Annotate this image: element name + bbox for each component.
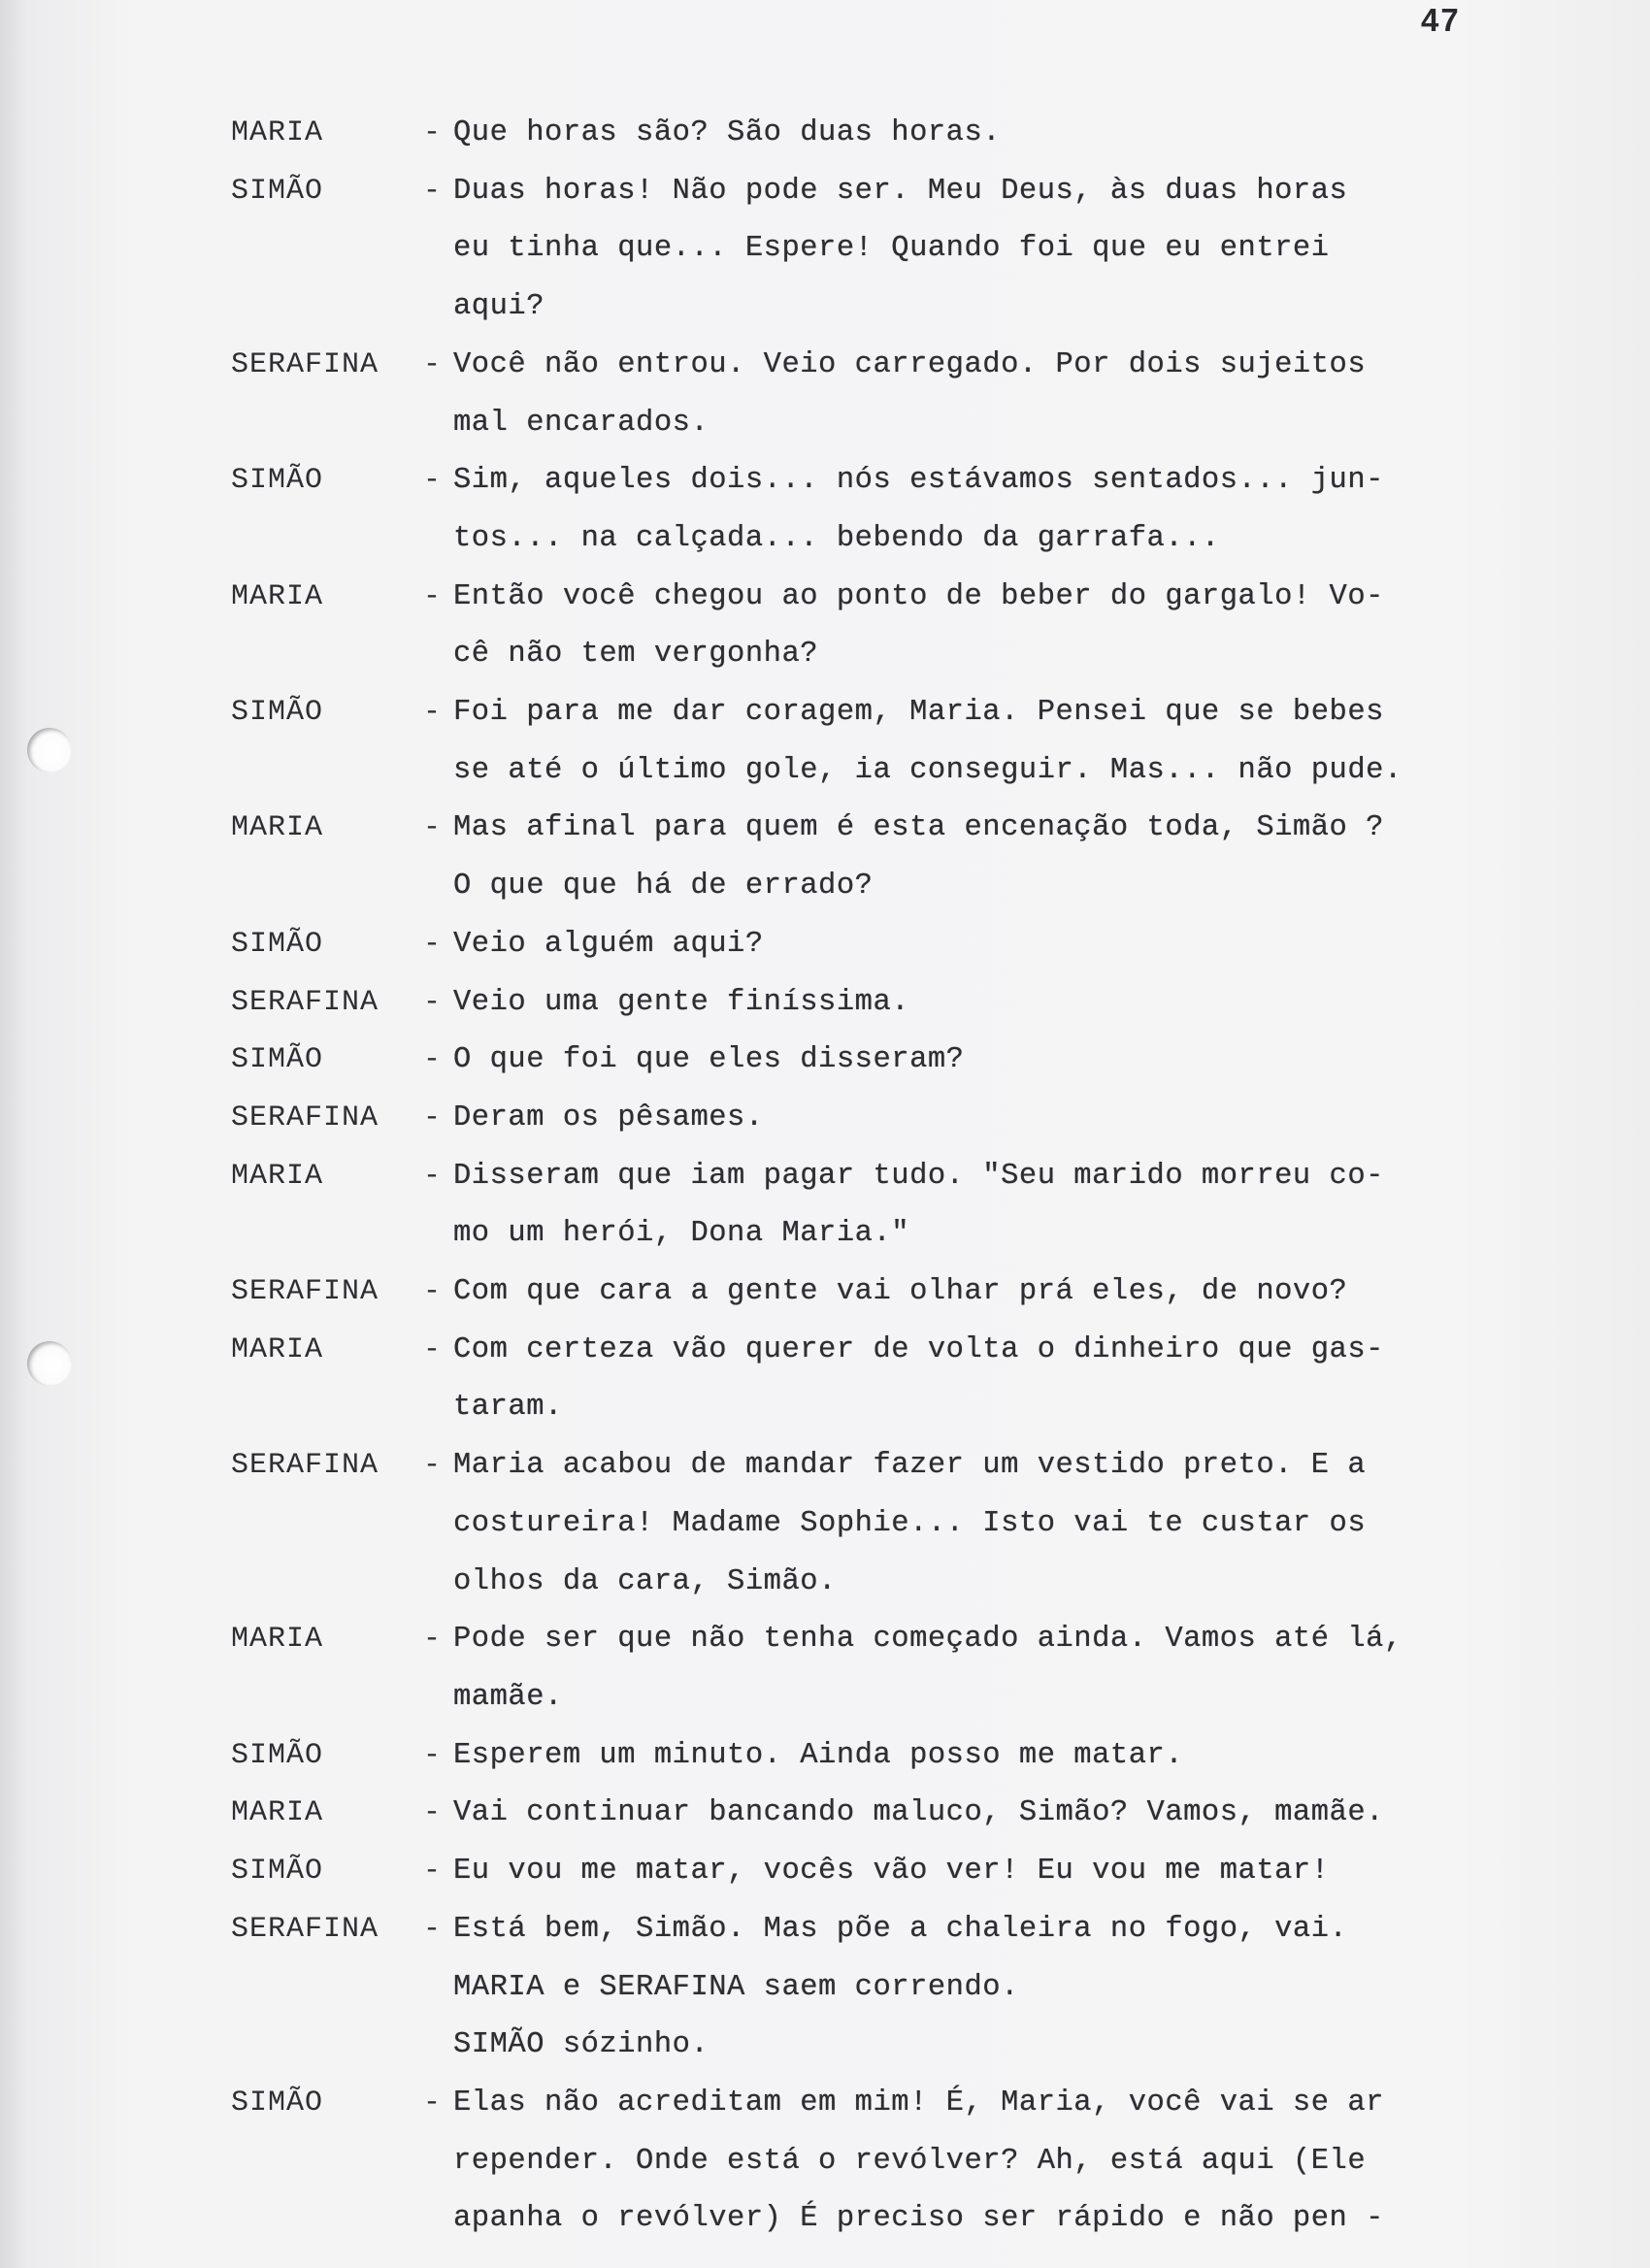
dialogue-line <box>231 1148 1493 1264</box>
page-number: 47 <box>1421 2 1461 38</box>
text-line: eu tinha que... Espere! Quando foi que eu entrei <box>453 232 1330 266</box>
text-line: Foi para me dar coragem, Maria. Pensei que se bebes <box>453 696 1384 730</box>
text-line: Veio alguém aqui? <box>453 927 764 961</box>
text-line: se até o último gole, ia conseguir. Mas... não pude. <box>453 753 1402 787</box>
speaker-name: MARIA <box>231 811 324 845</box>
dialogue-text <box>453 1901 1493 1959</box>
dialogue-dash: - <box>422 1449 441 1483</box>
text-line: Sim, aqueles dois... nós estávamos sentados... jun- <box>453 464 1384 498</box>
dialogue-text <box>453 105 1493 163</box>
text-line: repender. Onde está o revólver? Ah, está aqui (Ele <box>453 2144 1367 2178</box>
text-line: Com certeza vão querer de volta o dinheiro que gas- <box>453 1332 1384 1366</box>
dialogue-line <box>231 1090 1493 1148</box>
speaker-name: SERAFINA <box>231 1449 380 1483</box>
dialogue-line <box>231 337 1493 452</box>
dialogue-line <box>231 569 1493 684</box>
dialogue-dash: - <box>422 116 441 149</box>
dialogue-line <box>231 2075 1493 2249</box>
dialogue-dash: - <box>422 347 441 381</box>
dialogue-line <box>231 1322 1493 1437</box>
text-line: cê não tem vergonha? <box>453 638 819 672</box>
speaker-name: SIMÃO <box>231 1738 324 1772</box>
dialogue-text <box>453 1437 1493 1611</box>
speaker-name: SERAFINA <box>231 1101 380 1134</box>
text-line: aqui? <box>453 290 545 324</box>
dialogue-dash: - <box>422 1912 441 1946</box>
dialogue-line <box>231 1727 1493 1786</box>
dialogue-line <box>231 163 1493 337</box>
dialogue-dash: - <box>422 927 441 961</box>
dialogue-text <box>453 1843 1493 1901</box>
text-line: Maria acabou de mandar fazer um vestido preto. E a <box>453 1449 1367 1483</box>
speaker-name: MARIA <box>231 1332 324 1366</box>
speaker-name: SIMÃO <box>231 174 324 208</box>
speaker-name: MARIA <box>231 579 324 613</box>
text-line: olhos da cara, Simão. <box>453 1564 837 1598</box>
dialogue-list <box>231 105 1493 1959</box>
dialogue-line <box>231 452 1493 568</box>
punch-hole <box>27 1341 72 1386</box>
dialogue-text <box>453 1032 1493 1090</box>
text-line: O que que há de errado? <box>453 870 874 904</box>
dialogue-text <box>453 2075 1493 2249</box>
dialogue-text <box>453 163 1493 337</box>
dialogue-dash: - <box>422 811 441 845</box>
dialogue-line <box>231 105 1493 163</box>
dialogue-text <box>453 569 1493 684</box>
dialogue-text <box>453 916 1493 974</box>
speaker-name: MARIA <box>231 1796 324 1830</box>
dialogue-dash: - <box>422 1043 441 1077</box>
dialogue-dash: - <box>422 1101 441 1134</box>
dialogue-line <box>231 1032 1493 1090</box>
speaker-name: SIMÃO <box>231 1855 324 1889</box>
speaker-name: MARIA <box>231 1623 324 1657</box>
speaker-name: SERAFINA <box>231 347 380 381</box>
dialogue-line <box>231 916 1493 974</box>
dialogue-line <box>231 684 1493 800</box>
text-line: Elas não acreditam em mim! É, Maria, você vai se ar <box>453 2086 1384 2120</box>
text-line: mamãe. <box>453 1680 563 1714</box>
dialogue-line <box>231 800 1493 915</box>
text-line: Esperem um minuto. Ainda posso me matar. <box>453 1738 1184 1772</box>
dialogue-dash: - <box>422 1275 441 1309</box>
text-line: mo um herói, Dona Maria." <box>453 1217 910 1251</box>
text-line: Disseram que iam pagar tudo. "Seu marido morreu co- <box>453 1159 1384 1193</box>
dialogue-text <box>453 1090 1493 1148</box>
text-line: Veio uma gente finíssima. <box>453 985 910 1019</box>
dialogue-line <box>231 1843 1493 1901</box>
text-line: mal encarados. <box>453 406 710 440</box>
dialogue-text <box>453 974 1493 1033</box>
text-line: Vai continuar bancando maluco, Simão? Vamos, mamãe. <box>453 1796 1384 1830</box>
text-line: Mas afinal para quem é esta encenação toda, Simão ? <box>453 811 1384 845</box>
dialogue-dash: - <box>422 1738 441 1772</box>
dialogue-dash: - <box>422 579 441 613</box>
text-line: tos... na calçada... bebendo da garrafa... <box>453 521 1220 555</box>
dialogue-line <box>231 1437 1493 1611</box>
speaker-name: SERAFINA <box>231 1275 380 1309</box>
text-line: Deram os pêsames. <box>453 1101 764 1134</box>
dialogue-dash: - <box>422 464 441 498</box>
speaker-name: SIMÃO <box>231 464 324 498</box>
dialogue-text <box>453 452 1493 568</box>
speaker-name: SIMÃO <box>231 2086 324 2120</box>
dialogue-dash: - <box>422 1159 441 1193</box>
text-line: Eu vou me matar, vocês vão ver! Eu vou me matar! <box>453 1855 1330 1889</box>
dialogue-text <box>453 1322 1493 1437</box>
dialogue-dash: - <box>422 1855 441 1889</box>
text-line: Pode ser que não tenha começado ainda. Vamos até lá, <box>453 1623 1402 1657</box>
dialogue-line <box>231 1901 1493 1959</box>
dialogue-dash: - <box>422 985 441 1019</box>
text-line: O que foi que eles disseram? <box>453 1043 965 1077</box>
dialogue-line <box>231 1611 1493 1726</box>
dialogue-dash: - <box>422 1332 441 1366</box>
text-line: Então você chegou ao ponto de beber do gargalo! Vo- <box>453 579 1384 613</box>
dialogue-text <box>453 684 1493 800</box>
text-line: Com que cara a gente vai olhar prá eles, de novo? <box>453 1275 1348 1309</box>
speaker-name: SIMÃO <box>231 696 324 730</box>
dialogue-text <box>453 1611 1493 1726</box>
dialogue-text <box>453 1264 1493 1322</box>
punch-hole <box>27 728 72 772</box>
dialogue-dash: - <box>422 696 441 730</box>
dialogue-text <box>453 1785 1493 1843</box>
stage-direction-line: SIMÃO sózinho. <box>453 2028 710 2062</box>
speaker-name: SERAFINA <box>231 1912 380 1946</box>
text-line: Duas horas! Não pode ser. Meu Deus, às duas horas <box>453 174 1348 208</box>
stage-directions <box>231 1959 1493 2075</box>
dialogue-text <box>453 337 1493 452</box>
speaker-name: MARIA <box>231 116 324 149</box>
script-body <box>231 105 1493 2249</box>
dialogue-dash: - <box>422 2086 441 2120</box>
dialogue-text <box>453 800 1493 915</box>
dialogue-text <box>453 1727 1493 1786</box>
stage-direction-line: MARIA e SERAFINA saem correndo. <box>453 1970 1019 2004</box>
dialogue-line <box>231 974 1493 1033</box>
dialogue-line <box>231 1785 1493 1843</box>
speaker-name: SIMÃO <box>231 927 324 961</box>
dialogue-dash: - <box>422 1796 441 1830</box>
text-line: costureira! Madame Sophie... Isto vai te custar os <box>453 1506 1367 1540</box>
speaker-name: MARIA <box>231 1159 324 1193</box>
text-line: apanha o revólver) É preciso ser rápido e não pen - <box>453 2202 1384 2236</box>
text-line: Você não entrou. Veio carregado. Por dois sujeitos <box>453 347 1367 381</box>
final-dialogue <box>231 2075 1493 2249</box>
speaker-name: SERAFINA <box>231 985 380 1019</box>
text-line: Está bem, Simão. Mas põe a chaleira no fogo, vai. <box>453 1912 1348 1946</box>
dialogue-dash: - <box>422 1623 441 1657</box>
text-line: taram. <box>453 1391 563 1425</box>
text-line: Que horas são? São duas horas. <box>453 116 1002 149</box>
dialogue-line <box>231 1264 1493 1322</box>
dialogue-dash: - <box>422 174 441 208</box>
dialogue-text <box>453 1148 1493 1264</box>
speaker-name: SIMÃO <box>231 1043 324 1077</box>
